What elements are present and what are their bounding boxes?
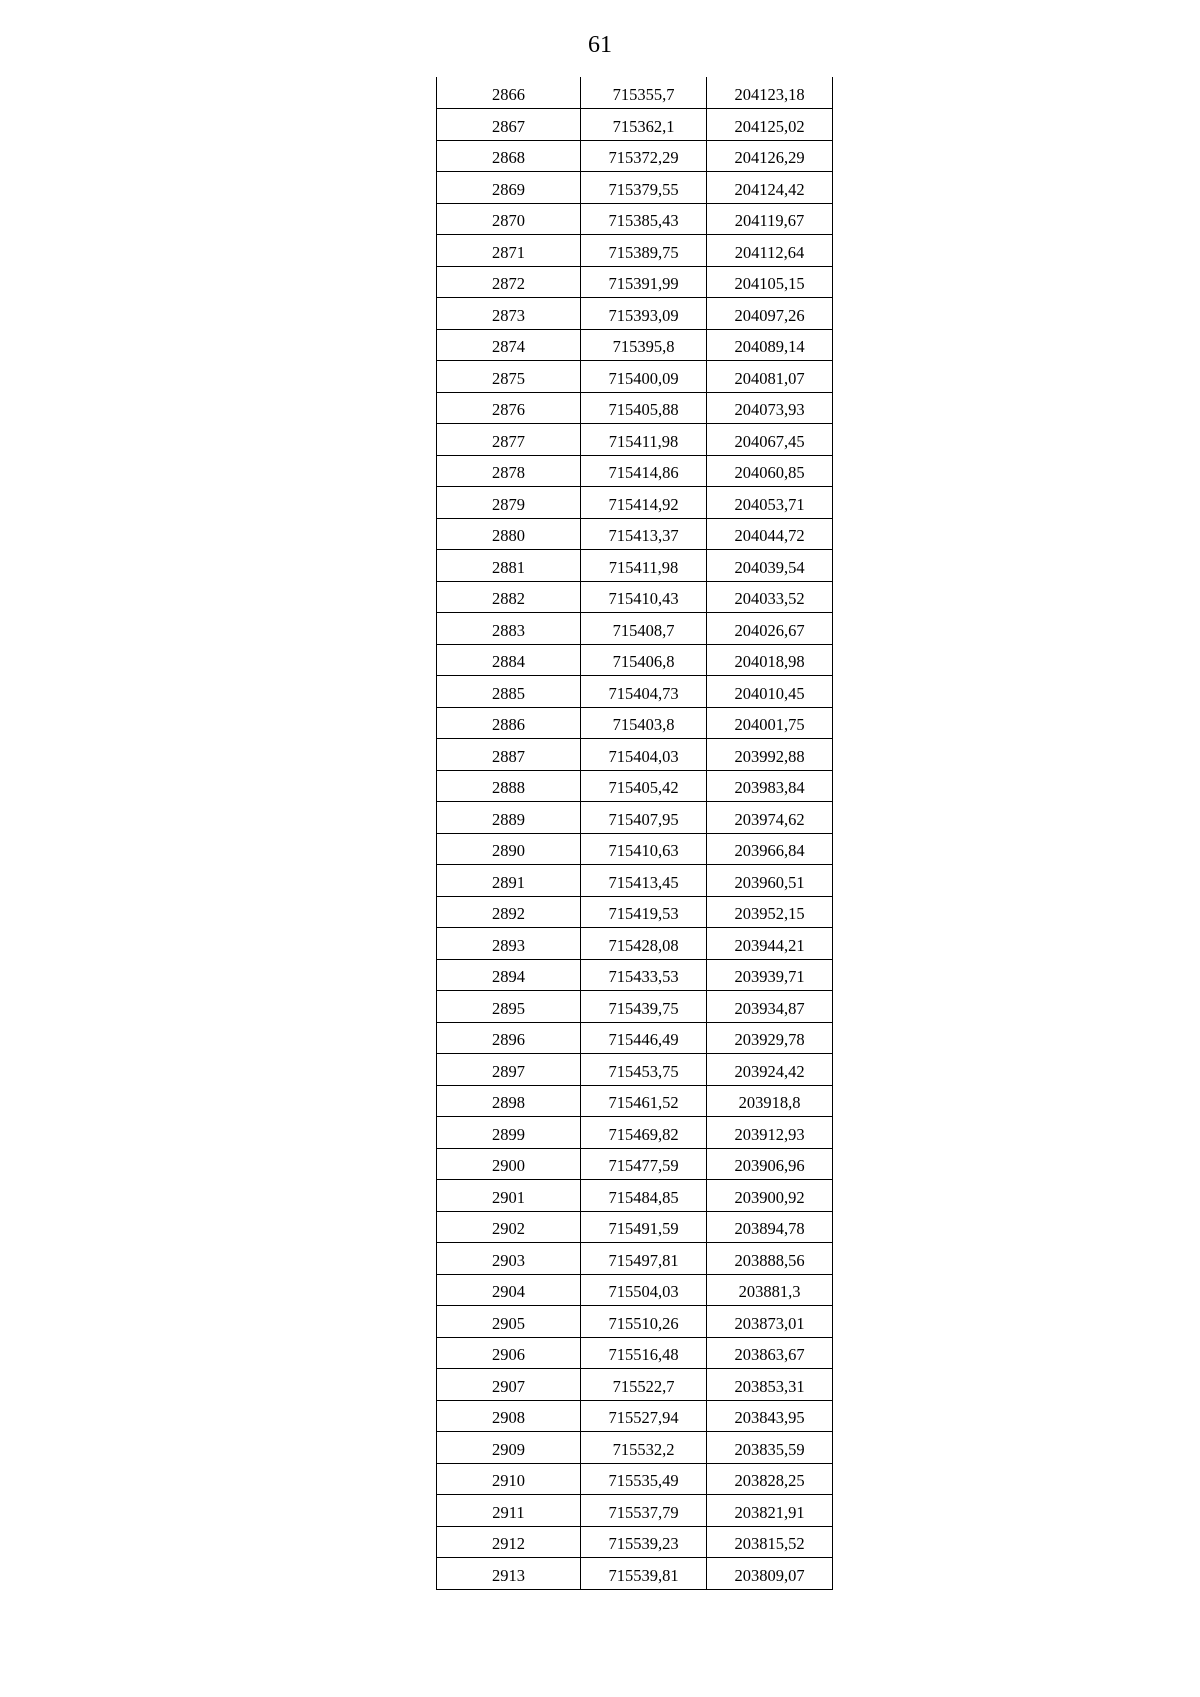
x-coordinate-cell: 715406,8 xyxy=(581,644,707,676)
table-row xyxy=(437,487,833,519)
table-row xyxy=(437,959,833,991)
x-coordinate-cell: 715362,1 xyxy=(581,109,707,141)
point-number-cell: 2908 xyxy=(437,1400,581,1432)
y-coordinate-cell: 204053,71 xyxy=(707,487,833,519)
point-number-cell: 2873 xyxy=(437,298,581,330)
point-number-cell: 2866 xyxy=(437,77,581,109)
x-coordinate-cell: 715393,09 xyxy=(581,298,707,330)
y-coordinate-cell: 204125,02 xyxy=(707,109,833,141)
table-row xyxy=(437,172,833,204)
table-row xyxy=(437,1337,833,1369)
y-coordinate-cell: 203873,01 xyxy=(707,1306,833,1338)
point-number-cell: 2913 xyxy=(437,1558,581,1590)
table-row xyxy=(437,707,833,739)
y-coordinate-cell: 203912,93 xyxy=(707,1117,833,1149)
y-coordinate-cell: 203809,07 xyxy=(707,1558,833,1590)
x-coordinate-cell: 715385,43 xyxy=(581,203,707,235)
table-row xyxy=(437,140,833,172)
point-number-cell: 2910 xyxy=(437,1463,581,1495)
x-coordinate-cell: 715428,08 xyxy=(581,928,707,960)
y-coordinate-cell: 204026,67 xyxy=(707,613,833,645)
x-coordinate-cell: 715411,98 xyxy=(581,424,707,456)
table-row xyxy=(437,1369,833,1401)
y-coordinate-cell: 204060,85 xyxy=(707,455,833,487)
x-coordinate-cell: 715404,03 xyxy=(581,739,707,771)
y-coordinate-cell: 203952,15 xyxy=(707,896,833,928)
x-coordinate-cell: 715532,2 xyxy=(581,1432,707,1464)
point-number-cell: 2906 xyxy=(437,1337,581,1369)
point-number-cell: 2897 xyxy=(437,1054,581,1086)
point-number-cell: 2884 xyxy=(437,644,581,676)
table-row xyxy=(437,1211,833,1243)
y-coordinate-cell: 204124,42 xyxy=(707,172,833,204)
point-number-cell: 2889 xyxy=(437,802,581,834)
y-coordinate-cell: 203939,71 xyxy=(707,959,833,991)
y-coordinate-cell: 203900,92 xyxy=(707,1180,833,1212)
x-coordinate-cell: 715410,63 xyxy=(581,833,707,865)
table-row xyxy=(437,802,833,834)
y-coordinate-cell: 204126,29 xyxy=(707,140,833,172)
y-coordinate-cell: 204112,64 xyxy=(707,235,833,267)
y-coordinate-cell: 203960,51 xyxy=(707,865,833,897)
x-coordinate-cell: 715404,73 xyxy=(581,676,707,708)
table-row xyxy=(437,833,833,865)
x-coordinate-cell: 715400,09 xyxy=(581,361,707,393)
y-coordinate-cell: 203992,88 xyxy=(707,739,833,771)
point-number-cell: 2891 xyxy=(437,865,581,897)
point-number-cell: 2890 xyxy=(437,833,581,865)
x-coordinate-cell: 715491,59 xyxy=(581,1211,707,1243)
point-number-cell: 2875 xyxy=(437,361,581,393)
y-coordinate-cell: 203966,84 xyxy=(707,833,833,865)
table-row xyxy=(437,203,833,235)
y-coordinate-cell: 203843,95 xyxy=(707,1400,833,1432)
y-coordinate-cell: 204001,75 xyxy=(707,707,833,739)
x-coordinate-cell: 715372,29 xyxy=(581,140,707,172)
table-row xyxy=(437,991,833,1023)
y-coordinate-cell: 204119,67 xyxy=(707,203,833,235)
x-coordinate-cell: 715410,43 xyxy=(581,581,707,613)
coordinates-table-body xyxy=(437,77,833,1589)
table-row xyxy=(437,739,833,771)
y-coordinate-cell: 203821,91 xyxy=(707,1495,833,1527)
table-row xyxy=(437,1526,833,1558)
point-number-cell: 2887 xyxy=(437,739,581,771)
point-number-cell: 2870 xyxy=(437,203,581,235)
x-coordinate-cell: 715408,7 xyxy=(581,613,707,645)
y-coordinate-cell: 203929,78 xyxy=(707,1022,833,1054)
table-row xyxy=(437,329,833,361)
point-number-cell: 2904 xyxy=(437,1274,581,1306)
y-coordinate-cell: 203881,3 xyxy=(707,1274,833,1306)
table-row xyxy=(437,1180,833,1212)
table-row xyxy=(437,424,833,456)
point-number-cell: 2886 xyxy=(437,707,581,739)
point-number-cell: 2876 xyxy=(437,392,581,424)
x-coordinate-cell: 715461,52 xyxy=(581,1085,707,1117)
point-number-cell: 2881 xyxy=(437,550,581,582)
x-coordinate-cell: 715439,75 xyxy=(581,991,707,1023)
x-coordinate-cell: 715407,95 xyxy=(581,802,707,834)
point-number-cell: 2868 xyxy=(437,140,581,172)
point-number-cell: 2883 xyxy=(437,613,581,645)
y-coordinate-cell: 203863,67 xyxy=(707,1337,833,1369)
point-number-cell: 2907 xyxy=(437,1369,581,1401)
table-row xyxy=(437,770,833,802)
table-row xyxy=(437,928,833,960)
point-number-cell: 2905 xyxy=(437,1306,581,1338)
y-coordinate-cell: 203906,96 xyxy=(707,1148,833,1180)
table-row xyxy=(437,1117,833,1149)
point-number-cell: 2902 xyxy=(437,1211,581,1243)
y-coordinate-cell: 204033,52 xyxy=(707,581,833,613)
table-row xyxy=(437,896,833,928)
coordinates-table xyxy=(436,77,833,1590)
y-coordinate-cell: 204010,45 xyxy=(707,676,833,708)
table-row xyxy=(437,361,833,393)
y-coordinate-cell: 203894,78 xyxy=(707,1211,833,1243)
point-number-cell: 2903 xyxy=(437,1243,581,1275)
table-row xyxy=(437,581,833,613)
x-coordinate-cell: 715510,26 xyxy=(581,1306,707,1338)
y-coordinate-cell: 204089,14 xyxy=(707,329,833,361)
table-row xyxy=(437,1400,833,1432)
y-coordinate-cell: 203924,42 xyxy=(707,1054,833,1086)
y-coordinate-cell: 204123,18 xyxy=(707,77,833,109)
table-row xyxy=(437,1558,833,1590)
x-coordinate-cell: 715469,82 xyxy=(581,1117,707,1149)
table-row xyxy=(437,1463,833,1495)
x-coordinate-cell: 715403,8 xyxy=(581,707,707,739)
x-coordinate-cell: 715504,03 xyxy=(581,1274,707,1306)
table-row xyxy=(437,455,833,487)
x-coordinate-cell: 715405,42 xyxy=(581,770,707,802)
point-number-cell: 2867 xyxy=(437,109,581,141)
x-coordinate-cell: 715537,79 xyxy=(581,1495,707,1527)
x-coordinate-cell: 715413,37 xyxy=(581,518,707,550)
y-coordinate-cell: 203853,31 xyxy=(707,1369,833,1401)
table-row xyxy=(437,77,833,109)
point-number-cell: 2882 xyxy=(437,581,581,613)
y-coordinate-cell: 204081,07 xyxy=(707,361,833,393)
table-row xyxy=(437,235,833,267)
table-row xyxy=(437,1495,833,1527)
point-number-cell: 2879 xyxy=(437,487,581,519)
table-row xyxy=(437,644,833,676)
table-row xyxy=(437,1243,833,1275)
y-coordinate-cell: 204073,93 xyxy=(707,392,833,424)
point-number-cell: 2901 xyxy=(437,1180,581,1212)
y-coordinate-cell: 203835,59 xyxy=(707,1432,833,1464)
point-number-cell: 2911 xyxy=(437,1495,581,1527)
point-number-cell: 2880 xyxy=(437,518,581,550)
y-coordinate-cell: 204105,15 xyxy=(707,266,833,298)
point-number-cell: 2896 xyxy=(437,1022,581,1054)
x-coordinate-cell: 715355,7 xyxy=(581,77,707,109)
table-row xyxy=(437,1148,833,1180)
x-coordinate-cell: 715453,75 xyxy=(581,1054,707,1086)
point-number-cell: 2893 xyxy=(437,928,581,960)
x-coordinate-cell: 715389,75 xyxy=(581,235,707,267)
x-coordinate-cell: 715527,94 xyxy=(581,1400,707,1432)
table-row xyxy=(437,1306,833,1338)
point-number-cell: 2894 xyxy=(437,959,581,991)
y-coordinate-cell: 204018,98 xyxy=(707,644,833,676)
table-row xyxy=(437,518,833,550)
y-coordinate-cell: 203888,56 xyxy=(707,1243,833,1275)
point-number-cell: 2872 xyxy=(437,266,581,298)
y-coordinate-cell: 203934,87 xyxy=(707,991,833,1023)
point-number-cell: 2895 xyxy=(437,991,581,1023)
x-coordinate-cell: 715391,99 xyxy=(581,266,707,298)
point-number-cell: 2874 xyxy=(437,329,581,361)
page-number: 61 xyxy=(588,32,612,58)
x-coordinate-cell: 715539,23 xyxy=(581,1526,707,1558)
x-coordinate-cell: 715497,81 xyxy=(581,1243,707,1275)
x-coordinate-cell: 715395,8 xyxy=(581,329,707,361)
table-row xyxy=(437,392,833,424)
point-number-cell: 2909 xyxy=(437,1432,581,1464)
point-number-cell: 2871 xyxy=(437,235,581,267)
x-coordinate-cell: 715405,88 xyxy=(581,392,707,424)
table-row xyxy=(437,550,833,582)
table-row xyxy=(437,266,833,298)
point-number-cell: 2900 xyxy=(437,1148,581,1180)
y-coordinate-cell: 204067,45 xyxy=(707,424,833,456)
x-coordinate-cell: 715379,55 xyxy=(581,172,707,204)
point-number-cell: 2892 xyxy=(437,896,581,928)
table-row xyxy=(437,298,833,330)
y-coordinate-cell: 203918,8 xyxy=(707,1085,833,1117)
table-row xyxy=(437,1274,833,1306)
point-number-cell: 2888 xyxy=(437,770,581,802)
table-row xyxy=(437,1054,833,1086)
x-coordinate-cell: 715535,49 xyxy=(581,1463,707,1495)
point-number-cell: 2878 xyxy=(437,455,581,487)
x-coordinate-cell: 715414,92 xyxy=(581,487,707,519)
x-coordinate-cell: 715477,59 xyxy=(581,1148,707,1180)
y-coordinate-cell: 203944,21 xyxy=(707,928,833,960)
table-row xyxy=(437,1022,833,1054)
x-coordinate-cell: 715484,85 xyxy=(581,1180,707,1212)
point-number-cell: 2899 xyxy=(437,1117,581,1149)
table-row xyxy=(437,676,833,708)
y-coordinate-cell: 203815,52 xyxy=(707,1526,833,1558)
point-number-cell: 2885 xyxy=(437,676,581,708)
x-coordinate-cell: 715413,45 xyxy=(581,865,707,897)
x-coordinate-cell: 715433,53 xyxy=(581,959,707,991)
table-row xyxy=(437,1085,833,1117)
x-coordinate-cell: 715522,7 xyxy=(581,1369,707,1401)
x-coordinate-cell: 715414,86 xyxy=(581,455,707,487)
table-row xyxy=(437,613,833,645)
x-coordinate-cell: 715446,49 xyxy=(581,1022,707,1054)
point-number-cell: 2877 xyxy=(437,424,581,456)
x-coordinate-cell: 715411,98 xyxy=(581,550,707,582)
point-number-cell: 2898 xyxy=(437,1085,581,1117)
y-coordinate-cell: 204039,54 xyxy=(707,550,833,582)
table-row xyxy=(437,109,833,141)
y-coordinate-cell: 203828,25 xyxy=(707,1463,833,1495)
y-coordinate-cell: 203983,84 xyxy=(707,770,833,802)
point-number-cell: 2912 xyxy=(437,1526,581,1558)
y-coordinate-cell: 204097,26 xyxy=(707,298,833,330)
x-coordinate-cell: 715539,81 xyxy=(581,1558,707,1590)
y-coordinate-cell: 204044,72 xyxy=(707,518,833,550)
table-row xyxy=(437,865,833,897)
point-number-cell: 2869 xyxy=(437,172,581,204)
table-row xyxy=(437,1432,833,1464)
x-coordinate-cell: 715516,48 xyxy=(581,1337,707,1369)
y-coordinate-cell: 203974,62 xyxy=(707,802,833,834)
x-coordinate-cell: 715419,53 xyxy=(581,896,707,928)
